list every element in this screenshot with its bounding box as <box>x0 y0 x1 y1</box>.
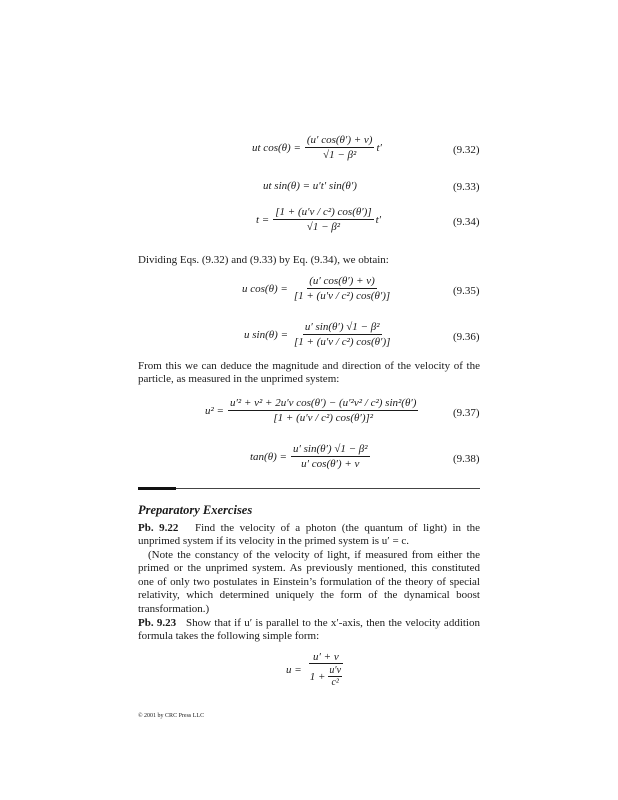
problem-text: Find the velocity of a photon (the quantum of light) in the unprimed system if its velocity in the primed system is u′ = c. <box>138 522 481 548</box>
eq-tail: t′ <box>375 213 382 226</box>
eq-denominator: [1 + (u′v / c²) cos(θ′)] <box>293 290 391 302</box>
eq-tail: t′ <box>376 141 382 154</box>
eq-denominator: u′ cos(θ′) + v <box>301 458 360 470</box>
paragraph-deduce: From this we can deduce the magnitude and direction of the velocity of the particle, as measured in the unprimed system: <box>138 360 480 386</box>
equation-9-35-body <box>242 275 394 302</box>
eq-fraction <box>305 134 375 161</box>
eq-fraction <box>292 275 392 302</box>
equation-9-33 <box>0 180 618 193</box>
eq-denominator <box>308 664 344 688</box>
eq-numerator: u′ + v <box>309 651 343 664</box>
eq-lhs: ut cos(θ) = <box>252 141 301 154</box>
eq-fraction <box>228 397 418 424</box>
eq-inner-denominator: c² <box>331 677 339 688</box>
equation-number: (9.37) <box>453 407 480 419</box>
section-divider <box>138 488 480 489</box>
equation-9-32-body <box>252 134 382 161</box>
eq-lhs: tan(θ) = <box>250 450 287 463</box>
problem-label: Pb. 9.23 <box>138 617 177 629</box>
equation-number: (9.36) <box>453 331 480 343</box>
eq-inner-numerator: u′v <box>329 665 342 676</box>
eq-denominator: [1 + (u′v / c²) cos(θ′)] <box>294 336 391 348</box>
eq-fraction <box>292 321 392 348</box>
eq-numerator: u′ sin(θ′) √1 − β² <box>292 443 368 455</box>
equation-9-37-body <box>205 397 420 424</box>
eq-numerator: u′² + v² + 2u′v cos(θ′) − (u′²v² / c²) sin²(θ′) <box>229 397 417 409</box>
eq-lhs: t = <box>256 213 270 226</box>
eq-lhs: u = <box>286 663 302 676</box>
eq-denominator: √1 − β² <box>323 149 357 161</box>
equation-number: (9.38) <box>453 453 480 465</box>
paragraph-dividing: Dividing Eqs. (9.32) and (9.33) by Eq. (9.34), we obtain: <box>138 254 389 266</box>
eq-fraction <box>291 443 370 470</box>
problem-label: Pb. 9.22 <box>138 522 179 534</box>
copyright-footer: © 2001 by CRC Press LLC <box>138 713 205 719</box>
equation-9-36 <box>0 321 618 348</box>
equation-9-36-body <box>244 321 394 348</box>
equation-number: (9.35) <box>453 285 480 297</box>
eq-numerator: (u′ cos(θ′) + v) <box>309 275 375 287</box>
equation-number: (9.34) <box>453 216 480 228</box>
equation-9-34-body <box>256 206 381 233</box>
equation-9-37 <box>0 397 618 424</box>
problem-9-23 <box>138 617 480 644</box>
paragraph-note: (Note the constancy of the velocity of light, if measured from either the primed or the unprimed system. As previously mentioned, this constituted one of only two postulates in Einstein’s formulation of the theory of special relativity, which determined uniquely the form of the dynamical boost transformation.) <box>138 549 480 615</box>
equation-number: (9.32) <box>453 144 480 156</box>
eq-fraction <box>308 651 344 688</box>
equation-number: (9.33) <box>453 181 480 193</box>
section-heading: Preparatory Exercises <box>138 503 253 517</box>
eq-denominator-prefix: 1 + <box>309 670 326 683</box>
eq-numerator: [1 + (u′v / c²) cos(θ′)] <box>275 206 372 218</box>
eq-denominator: √1 − β² <box>306 221 341 233</box>
problem-text: Show that if u′ is parallel to the x′-axis, then the velocity addition formula takes the following simple form: <box>138 617 480 643</box>
eq-expression: ut sin(θ) = u′t′ sin(θ′) <box>263 180 357 192</box>
velocity-addition-equation <box>286 651 344 688</box>
section-divider-accent <box>138 487 176 490</box>
equation-9-33-body <box>263 180 357 192</box>
eq-lhs: u cos(θ) = <box>242 282 288 295</box>
eq-lhs: u² = <box>205 404 224 417</box>
eq-numerator: (u′ cos(θ′) + v) <box>306 134 373 146</box>
eq-fraction <box>273 206 373 233</box>
eq-denominator: [1 + (u′v / c²) cos(θ′)]² <box>273 412 374 424</box>
equation-9-38-body <box>250 443 372 470</box>
eq-lhs: u sin(θ) = <box>244 328 288 341</box>
eq-numerator: u′ sin(θ′) √1 − β² <box>304 321 380 333</box>
problem-9-22 <box>138 522 480 549</box>
eq-inner-fraction <box>328 665 342 688</box>
equation-9-34 <box>0 206 618 233</box>
